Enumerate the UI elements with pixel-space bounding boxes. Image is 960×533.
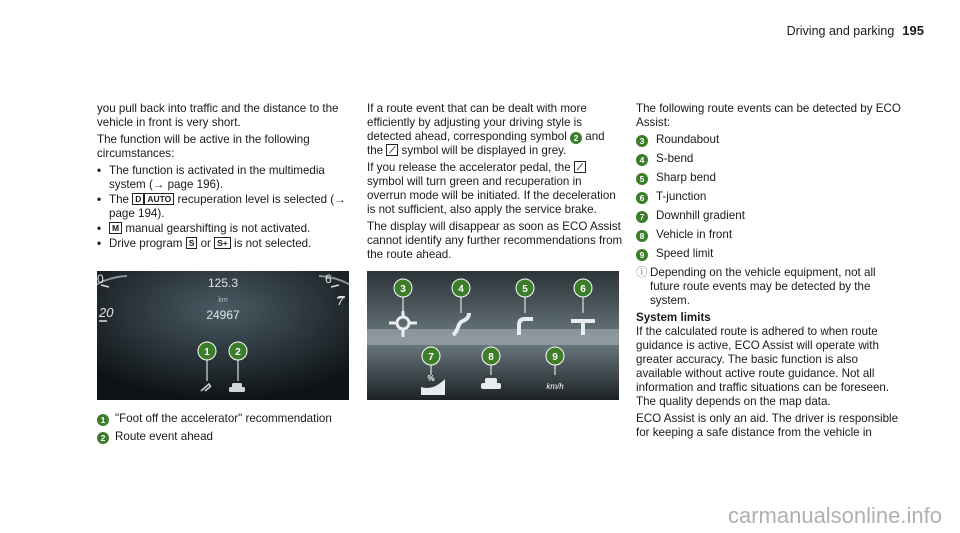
caption-list — [97, 412, 353, 448]
trip-value: 125.3 — [207, 276, 239, 290]
unit-label: km — [218, 297, 228, 304]
svg-text:6: 6 — [580, 284, 586, 295]
route-events-image — [367, 271, 619, 400]
auto-key-icon: AUTO — [144, 193, 174, 205]
note: ⓘ Depending on the vehicle equipment, not all future route events may be detected by the system. — [636, 266, 876, 307]
svg-text:8: 8 — [488, 352, 494, 363]
paragraph: If the calculated route is adhered to when route guidance is active, ECO Assist will operate with greater accuracy. The basic function is also available without active route guidance. Not all information and traffic situations can be foreseen. The quality depends on the map data. — [636, 325, 890, 408]
section-title: Driving and parking — [786, 24, 895, 38]
paragraph: you pull back into traffic and the distance to the vehicle in front is very short. — [97, 102, 339, 129]
odometer-value: 24967 — [206, 308, 240, 322]
svg-text:5: 5 — [522, 284, 528, 295]
paragraph: The display will disappear as soon as ECO Assist cannot identify any further recommendations from the route ahead. — [367, 220, 623, 261]
instrument-cluster-image — [97, 271, 349, 400]
paragraph: ECO Assist is only an aid. The driver is responsible for keeping a safe distance from the vehicle in — [636, 412, 899, 439]
foot-off-pedal-icon: ⟋ — [386, 144, 398, 156]
paragraph: The function will be active in the following circumstances: — [97, 133, 310, 160]
m-key-icon: M — [109, 222, 122, 234]
list-item: • Drive program S or S+ is not selected. — [109, 237, 353, 251]
info-icon: ⓘ — [636, 266, 648, 279]
column-3 — [636, 102, 906, 443]
route-event-item: 7 Downhill gradient — [636, 209, 906, 223]
caption-item: 2 Route event ahead — [97, 430, 353, 444]
svg-text:9: 9 — [552, 352, 558, 363]
column-2 — [367, 102, 623, 265]
svg-text:7: 7 — [428, 352, 434, 363]
section-heading: System limits — [636, 311, 711, 324]
svg-text:3: 3 — [400, 284, 406, 295]
svg-text:%: % — [427, 374, 435, 383]
condition-list — [97, 164, 353, 251]
svg-text:4: 4 — [458, 284, 464, 295]
list-item: • M manual gearshifting is not activated. — [109, 222, 353, 236]
watermark: carmanualsonline.info — [727, 503, 942, 528]
s-plus-key-icon: S+ — [214, 237, 231, 249]
s-key-icon: S — [186, 237, 198, 249]
route-event-item: 9 Speed limit — [636, 247, 906, 261]
paragraph: If you release the accelerator pedal, the ⟋ symbol will turn green and recuperation in overrun mode will be initiated. If the deceleration is not sufficient, also apply the service brake. — [367, 161, 616, 216]
gauge-right-top-label: 6 — [325, 272, 332, 286]
page-number: 195 — [902, 23, 924, 38]
paragraph: The following route events can be detected by ECO Assist: — [636, 102, 901, 129]
route-event-item: 3 Roundabout — [636, 133, 906, 147]
column-1 — [97, 102, 353, 254]
foot-off-pedal-icon: ⟋ — [574, 161, 586, 173]
route-event-item: 8 Vehicle in front — [636, 228, 906, 242]
list-item: • The function is activated in the multimedia system (→ page 196). — [109, 164, 353, 192]
route-event-item: 4 S-bend — [636, 152, 906, 166]
list-item: • The D AUTO recuperation level is selected (→ page 194). — [109, 193, 353, 221]
route-event-item: 6 T-junction — [636, 190, 906, 204]
route-event-item: 5 Sharp bend — [636, 171, 906, 185]
route-event-list — [636, 133, 906, 261]
speed-limit-icon: km/h — [546, 382, 564, 391]
gauge-right-label: 7 — [337, 293, 345, 308]
svg-text:2: 2 — [235, 347, 241, 358]
gauge-left-label: 20 — [99, 305, 114, 320]
svg-text:1: 1 — [204, 347, 210, 358]
paragraph: If a route event that can be dealt with more efficiently by adjusting your driving style is detected ahead, corresponding symbol 2 and the ⟋ symbol will be displayed in grey. — [367, 102, 605, 157]
gauge-left-top-label: 0 — [97, 272, 104, 286]
d-key-icon: D — [132, 193, 144, 205]
page-header — [787, 24, 924, 38]
caption-item: 1 "Foot off the accelerator" recommendation — [97, 412, 353, 426]
